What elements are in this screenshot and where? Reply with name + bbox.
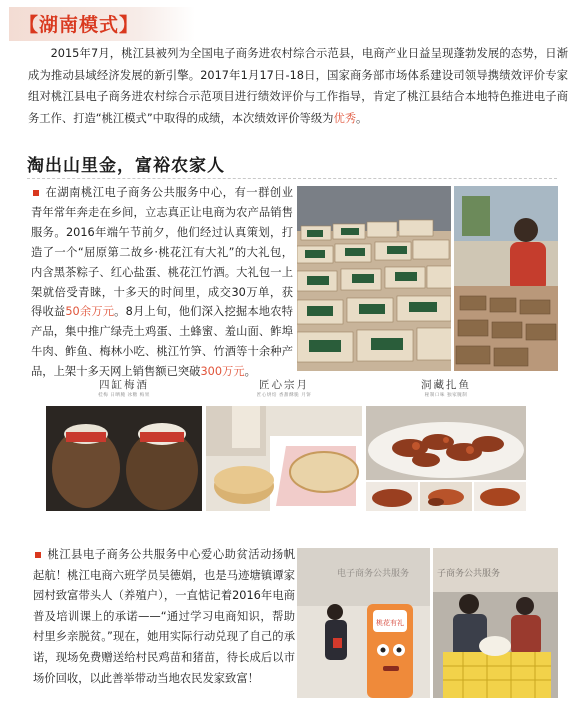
- banner-text: 电子商务公共服务: [337, 569, 410, 579]
- service-center-photo: [297, 548, 430, 698]
- story-2-paragraph: [33, 545, 295, 689]
- fish-thumb-2: [420, 482, 472, 511]
- bullet-icon: [33, 190, 39, 196]
- grade-highlight: 优秀: [333, 111, 357, 125]
- fish-thumb-1: [366, 482, 418, 511]
- story-1-text-c: 。: [244, 365, 256, 379]
- banner-text-2: 子商务公共服务: [437, 569, 501, 579]
- product-1-sub: 桂梅 日晒腌 冰糖 梅果: [98, 393, 150, 398]
- product-3-sub: 秘制口味 独家腌制: [424, 393, 468, 398]
- fish-photo-large: [366, 406, 526, 480]
- section-title: 淘出山里金，富裕农家人: [27, 156, 225, 176]
- warehouse-photo: [297, 186, 451, 371]
- intro-text: 2015年7月，桃江县被列为全国电子商务进农村综合示范县，电商产业日益呈现蓬勃发展的态势，日渐成为推动县域经济发展的新引擎。2017年1月17日-18日，国家商务部市场体系建设司领导携绩效评价专家组对桃江县电子商务进农村综合示范项目进行绩效评价与工作指导，肯定了桃江县结合本地特色推进电子商务工作、打造“桃江模式”中取得的成绩，本次绩效评价等级为: [28, 47, 568, 125]
- section-header: [9, 7, 195, 41]
- story-1-paragraph: [31, 183, 293, 382]
- intro-paragraph: [28, 43, 568, 129]
- mooncake-photo: [206, 406, 362, 511]
- section-divider: [27, 178, 557, 179]
- intro-end: 。: [356, 111, 368, 125]
- fish-thumb-3: [474, 482, 526, 511]
- section-header-title: 【湖南模式】: [19, 14, 140, 36]
- story-2-text: 桃江县电子商务公共服务中心爱心助贫活动扬帆起航！桃江电商六班学员吴德娟，也是马迹塘镇谭家园村致富带头人（养殖户），一直惦记着2016年电商普及培训课上的承诺——“通过学习电商知识，帮助村里乡亲脱贫。”现在，她用实际行动兑现了自己的承诺，现场免费赠送给村民鸡苗和猪苗，待长成后以市场价回收，以此善举带动当地农民发家致富！: [33, 548, 295, 685]
- worker-photo: [454, 186, 558, 371]
- chick-donation-photo: [433, 548, 558, 698]
- product-2-sub: 匠心烘焙 香甜酥脆 月饼: [256, 393, 312, 398]
- product-3-name: 洞藏扎鱼: [421, 379, 471, 391]
- story-1-text-b: 。8月上旬，他们深入挖掘本地农特产品，集中推广绿壳土鸡蛋、土蜂蜜、羞山面、鲊埠牛肉、鲊鱼、梅林小吃、桃江竹笋、竹酒等十余种产品，上架十多天网上销售额已突破: [31, 305, 293, 379]
- mascot-sign-text: 桃花有礼: [376, 619, 404, 627]
- product-2-name: 匠心宗月: [259, 379, 309, 391]
- story-1-highlight-1: 50余万元: [65, 305, 115, 319]
- bullet-icon: [35, 552, 41, 558]
- story-1-text-a: 在湖南桃江电子商务公共服务中心，有一群创业青年常年奔走在乡间，立志真正让电商为农产品销售服务。2016年端午节前夕，他们经过认真策划，打造了一个“屈原第二故乡·桃花江有大礼”的大礼包，内含黑茶粽子、红心盐蛋、桃花江竹酒。大礼包一上架就倍受青睐，十多天的时间里，成交30万单，获得收益: [31, 186, 293, 319]
- story-1-highlight-2: 300万元: [200, 365, 245, 379]
- wine-jar-photo: [46, 406, 202, 511]
- product-1-name: 四缸梅酒: [99, 379, 149, 391]
